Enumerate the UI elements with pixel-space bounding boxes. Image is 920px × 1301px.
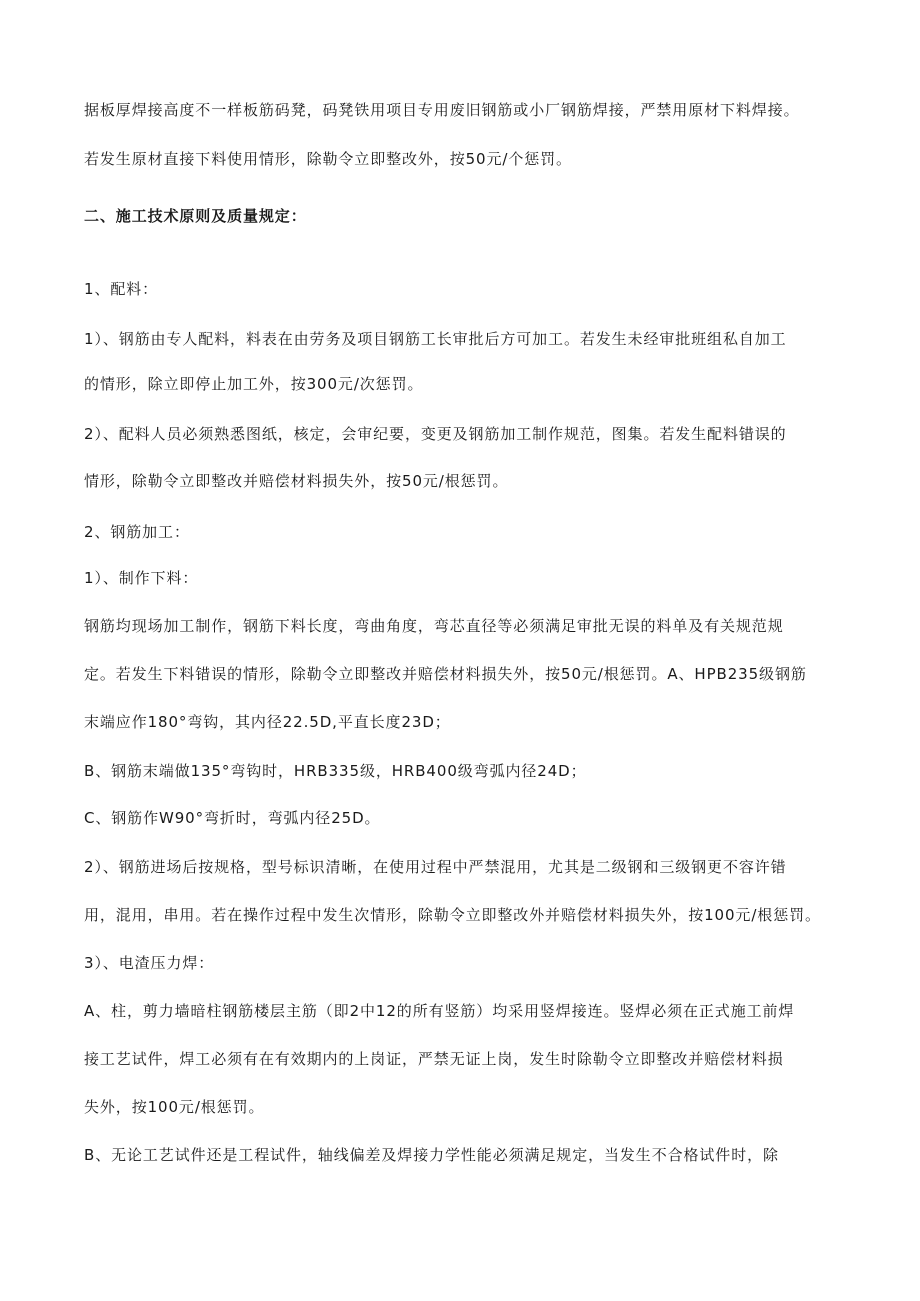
text-line: 接工艺试件，焊工必须有在有效期内的上岗证，严禁无证上岗，发生时除勒令立即整改并赔偿材料损 <box>84 1050 784 1068</box>
text-line: B、无论工艺试件还是工程试件，轴线偏差及焊接力学性能必须满足规定，当发生不合格试件时，除 <box>84 1146 779 1164</box>
text-line: 定。若发生下料错误的情形，除勒令立即整改并赔偿材料损失外，按50元/根惩罚。A、HPB235级钢筋 <box>84 665 807 683</box>
text-line: 据板厚焊接高度不一样板筋码凳，码凳铁用项目专用废旧钢筋或小厂钢筋焊接，严禁用原材下料焊接。 <box>84 101 800 119</box>
text-line: 1）、制作下料： <box>84 569 199 587</box>
text-line: 2）、配料人员必须熟悉图纸，核定，会审纪要，变更及钢筋加工制作规范，图集。若发生配料错误的 <box>84 425 787 443</box>
subsection-heading: 2、钢筋加工： <box>84 523 190 541</box>
section-heading: 二、施工技术原则及质量规定： <box>84 207 307 225</box>
text-line: 情形，除勒令立即整改并赔偿材料损失外，按50元/根惩罚。 <box>84 472 509 490</box>
subsection-heading: 1、配料： <box>84 280 159 298</box>
text-line: 若发生原材直接下料使用情形，除勒令立即整改外，按50元/个惩罚。 <box>84 150 572 168</box>
text-line: 1）、钢筋由专人配料，料表在由劳务及项目钢筋工长审批后方可加工。若发生未经审批班组私自加工 <box>84 330 787 348</box>
text-line: 2）、钢筋进场后按规格，型号标识清晰，在使用过程中严禁混用，尤其是二级钢和三级钢更不容许错 <box>84 858 787 876</box>
text-line: 3）、电渣压力焊： <box>84 954 215 972</box>
text-line: A、柱，剪力墙暗柱钢筋楼层主筋（即2中12的所有竖筋）均采用竖焊接连。竖焊必须在正式施工前焊 <box>84 1002 795 1020</box>
text-line: 失外，按100元/根惩罚。 <box>84 1098 265 1116</box>
text-line: 用，混用，串用。若在操作过程中发生次情形，除勒令立即整改外并赔偿材料损失外，按100元/根惩罚。 <box>84 906 821 924</box>
text-line: 末端应作180°弯钩，其内径22.5D,平直长度23D； <box>84 713 451 731</box>
text-line: C、钢筋作W90°弯折时，弯弧内径25D。 <box>84 809 381 827</box>
text-line: B、钢筋末端做135°弯钩时，HRB335级，HRB400级弯弧内径24D； <box>84 762 587 780</box>
text-line: 钢筋均现场加工制作，钢筋下料长度，弯曲角度，弯芯直径等必须满足审批无误的料单及有关规范规 <box>84 617 784 635</box>
text-line: 的情形，除立即停止加工外，按300元/次惩罚。 <box>84 375 424 393</box>
